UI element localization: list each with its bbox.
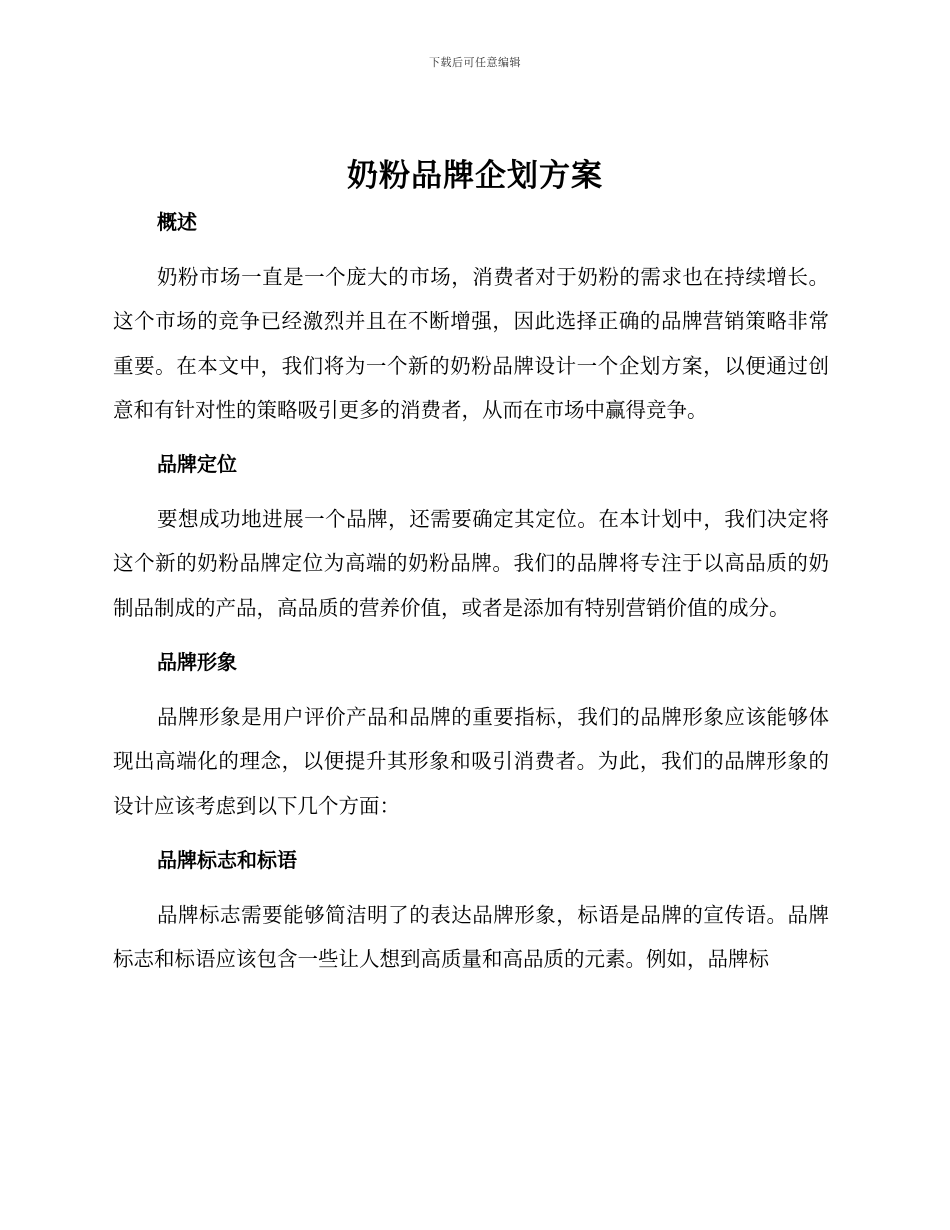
page-header-note: 下载后可任意编辑: [429, 56, 521, 69]
document-title: 奶粉品牌企划方案: [347, 158, 603, 194]
section-brand-logo-slogan: [113, 842, 829, 982]
section-paragraph: 品牌标志需要能够简洁明了的表达品牌形象，标语是品牌的宣传语。品牌标志和标语应该包含一些让人想到高质量和高品质的元素。例如，品牌标: [113, 902, 829, 972]
section-heading: 品牌形象: [157, 650, 237, 675]
section-heading: 概述: [157, 210, 197, 234]
section-brand-image: [113, 644, 829, 828]
section-paragraph: 奶粉市场一直是一个庞大的市场，消费者对于奶粉的需求也在持续增长。这个市场的竞争已经激烈并且在不断增强，因此选择正确的品牌营销策略非常重要。在本文中，我们将为一个新的奶粉品牌设计一个企划方案，以便通过创意和有针对性的策略吸引更多的消费者，从而在市场中赢得竞争。: [113, 265, 829, 422]
section-heading: 品牌定位: [157, 452, 237, 477]
document-body: [113, 204, 829, 982]
section-paragraph: 要想成功地进展一个品牌，还需要确定其定位。在本计划中，我们决定将这个新的奶粉品牌定位为高端的奶粉品牌。我们的品牌将专注于以高品质的奶制品制成的产品，高品质的营养价值，或者是添加有特别营销价值的成分。: [113, 507, 829, 620]
section-overview: [113, 204, 829, 432]
section-paragraph: 品牌形象是用户评价产品和品牌的重要指标，我们的品牌形象应该能够体现出高端化的理念，以便提升其形象和吸引消费者。为此，我们的品牌形象的设计应该考虑到以下几个方面：: [113, 705, 829, 818]
section-heading: 品牌标志和标语: [157, 847, 297, 872]
section-brand-positioning: [113, 446, 829, 630]
